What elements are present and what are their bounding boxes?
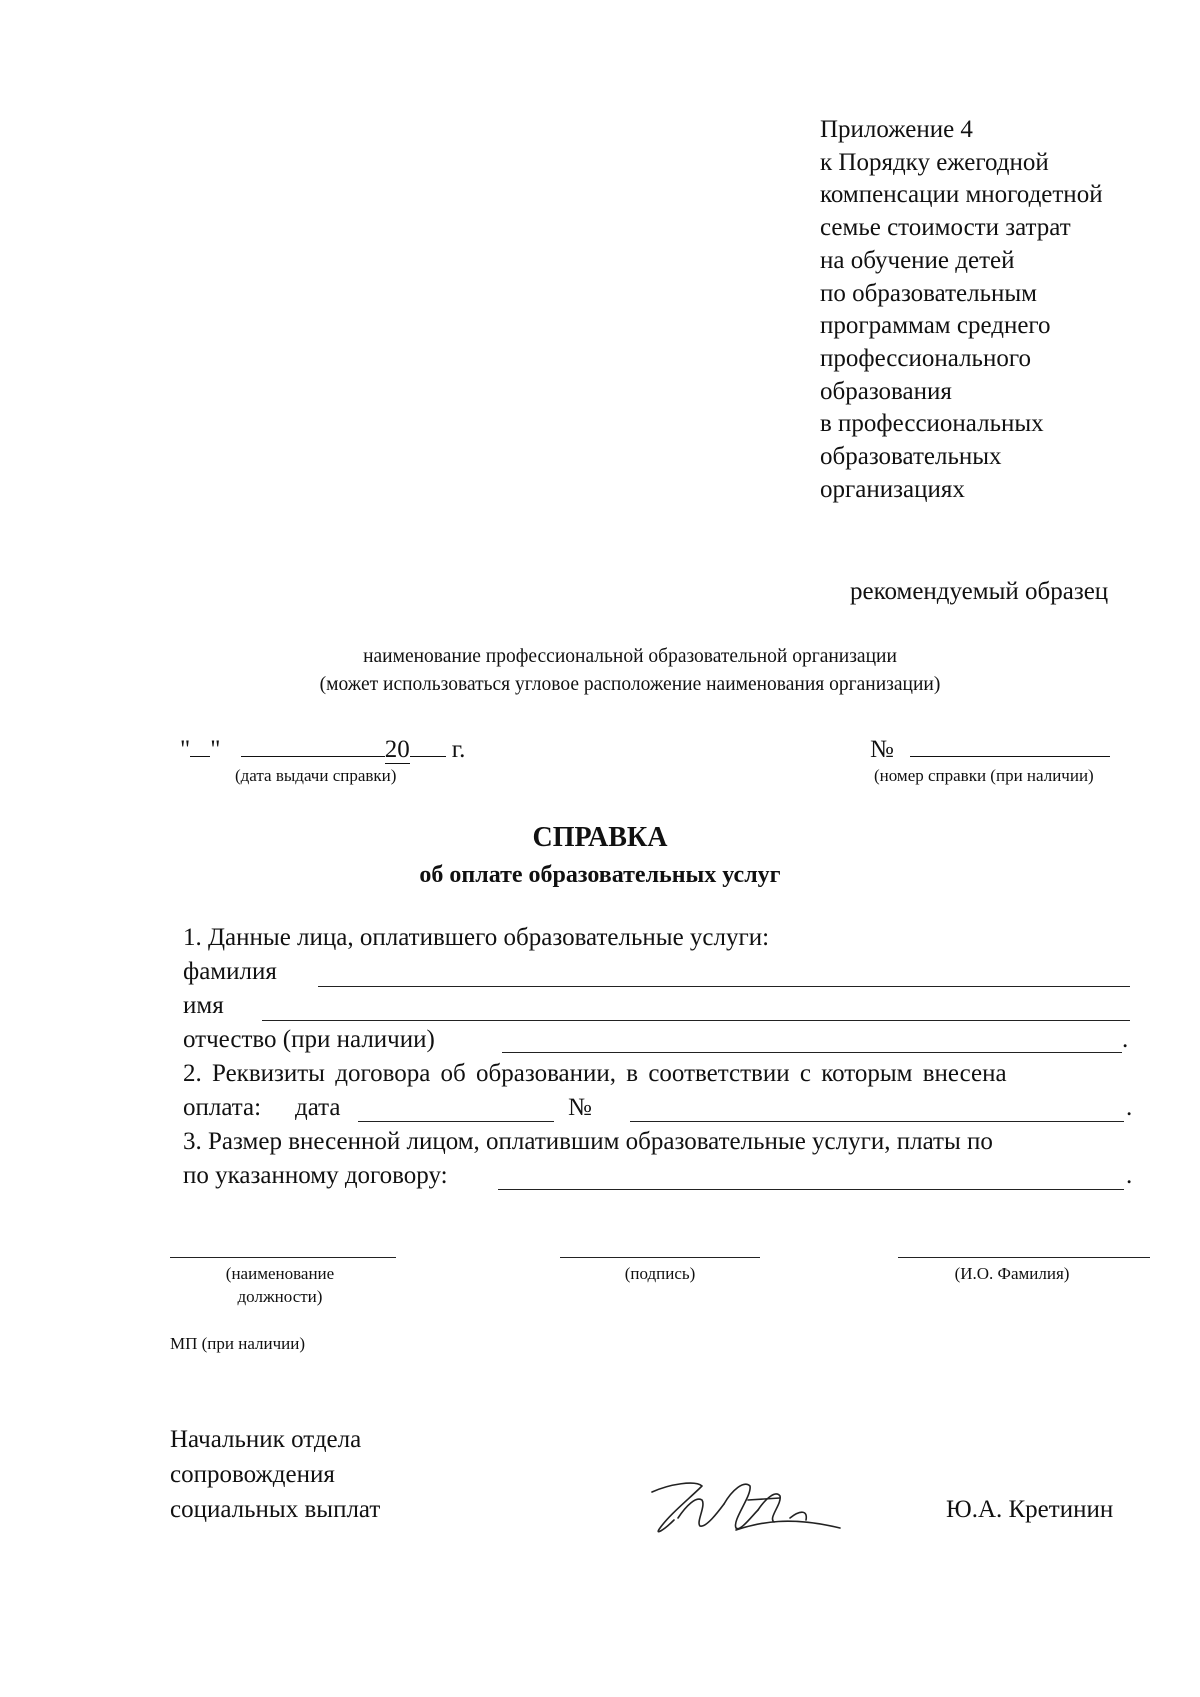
- full-name-caption: (И.О. Фамилия): [954, 1264, 1070, 1283]
- appendix-line: Приложение 4: [820, 116, 973, 143]
- surname-label: фамилия: [183, 958, 277, 985]
- payment-label: оплата:: [183, 1094, 262, 1121]
- contract-number-sign: №: [568, 1094, 592, 1121]
- appendix-line: к Порядку ежегодной: [820, 148, 1049, 176]
- footer-position: [170, 1422, 380, 1527]
- day-blank[interactable]: [190, 732, 210, 757]
- appendix-line: образовательных: [820, 443, 1002, 471]
- date-quote-open: ": [180, 736, 191, 763]
- appendix-line: в профессиональных: [820, 410, 1044, 438]
- full-name-signature-line[interactable]: [898, 1257, 1150, 1258]
- appendix-line: образования: [820, 377, 952, 405]
- section1-heading: 1. Данные лица, оплатившего образовательные услуги:: [183, 924, 770, 951]
- patronymic-field[interactable]: [502, 1052, 1122, 1053]
- year-blank[interactable]: [410, 732, 446, 757]
- document-subtitle: об оплате образовательных услуг: [419, 862, 781, 888]
- position-caption-line1: (наименование: [225, 1264, 335, 1283]
- contract-date-field[interactable]: [358, 1121, 554, 1122]
- patronymic-label: отчество (при наличии): [183, 1026, 435, 1053]
- certificate-number-line: [870, 732, 1110, 764]
- issue-date-line: [180, 732, 465, 764]
- footer-position-line2: сопровождения: [170, 1461, 335, 1488]
- payment-amount-field[interactable]: [498, 1189, 1124, 1190]
- footer-position-line3: социальных выплат: [170, 1496, 381, 1523]
- month-blank[interactable]: [241, 732, 385, 757]
- appendix-line: профессионального: [820, 344, 1031, 372]
- position-caption-line2: должности): [237, 1287, 323, 1306]
- footer-position-line1: Начальник отдела: [170, 1426, 362, 1453]
- org-name-block: [0, 643, 1200, 699]
- org-name-label: наименование профессиональной образовательной организации: [363, 646, 897, 667]
- position-signature-line[interactable]: [170, 1257, 396, 1258]
- year-suffix: г.: [451, 736, 466, 763]
- org-name-note: (может использоваться угловое расположение наименования организации): [319, 674, 941, 695]
- appendix-line: компенсации многодетной: [820, 181, 1103, 209]
- contract-date-label: дата: [295, 1094, 341, 1121]
- signature-caption: (подпись): [624, 1264, 696, 1283]
- patronymic-period: .: [1122, 1026, 1129, 1053]
- section3-line2: по указанному договору:: [183, 1162, 448, 1189]
- appendix-block: [820, 114, 1180, 506]
- appendix-line: семье стоимости затрат: [820, 214, 1071, 242]
- handwritten-signature: [640, 1470, 850, 1550]
- contract-number-field[interactable]: [630, 1121, 1124, 1122]
- appendix-line: на обучение детей: [820, 246, 1015, 274]
- position-caption: [180, 1262, 380, 1308]
- contract-period: .: [1126, 1094, 1133, 1121]
- signer-name: Ю.А. Кретинин: [946, 1496, 1114, 1523]
- year-prefix: 20: [384, 736, 410, 763]
- appendix-line: программам среднего: [820, 312, 1051, 340]
- payment-amount-period: .: [1126, 1162, 1133, 1189]
- section3-heading: 3. Размер внесенной лицом, оплатившим образовательные услуги, платы по: [183, 1128, 993, 1155]
- stamp-label: МП (при наличии): [170, 1334, 306, 1353]
- surname-field[interactable]: [318, 986, 1130, 987]
- certificate-number-caption: (номер справки (при наличии): [874, 766, 1094, 785]
- appendix-line: организациях: [820, 475, 965, 503]
- first-name-field[interactable]: [262, 1020, 1130, 1021]
- section2-heading: 2. Реквизиты договора об образовании, в соответствии с которым внесена: [183, 1060, 1007, 1087]
- date-quote-close: ": [210, 736, 221, 763]
- appendix-line: по образовательным: [820, 279, 1037, 307]
- first-name-label: имя: [183, 992, 224, 1019]
- document-title: СПРАВКА: [532, 822, 668, 853]
- number-sign: №: [870, 736, 894, 763]
- recommended-sample-label: рекомендуемый образец: [850, 578, 1109, 605]
- signature-line[interactable]: [560, 1257, 760, 1258]
- certificate-number-blank[interactable]: [910, 732, 1110, 757]
- issue-date-caption: (дата выдачи справки): [235, 766, 397, 785]
